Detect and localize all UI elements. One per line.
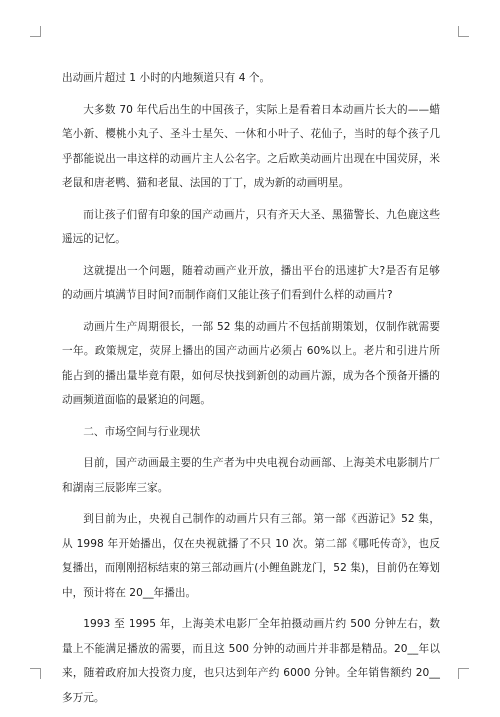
paragraph-3: 而让孩子们留有印象的国产动画片，只有齐天大圣、黑猫警长、九色鹿这些遥远的记忆。: [62, 208, 440, 245]
paragraph-1: 出动画片超过 1 小时的内地频道只有 4 个。: [62, 72, 271, 84]
paragraph-8: 1993 至 1995 年，上海美术电影厂全年拍摄动画片约 500 分钟左右，数量上不能满足播放的需要，而且这 500 分钟的动画片并非都是精品。20__年以来，随着政府加大投资力度，也只达到年产约 6000 分钟。全年销售额约 20__多万元。: [62, 618, 440, 704]
paragraph-2: 大多数 70 年代后出生的中国孩子，实际上是看着日本动画片长大的——蜡笔小新、樱桃小丸子、圣斗士星矢、一休和小叶子、花仙子，当时的每个孩子几乎都能说出一串这样的动画片主人公名字。之后欧美动画片出现在中国荧屏，米老鼠和唐老鸭、猫和老鼠、法国的丁丁，成为新的动画明星。: [62, 103, 440, 189]
section-heading: 二、市场空间与行业现状: [83, 425, 201, 438]
paragraph-4: 这就提出一个问题，随着动画产业开放，播出平台的迅速扩大?是否有足够的动画片填满节目时间?而制作商们又能让孩子们看到什么样的动画片?: [62, 264, 440, 301]
crop-mark-bottom-left: [30, 668, 41, 679]
crop-mark-bottom-right: [458, 668, 469, 679]
paragraph-6: 目前，国产动画最主要的生产者为中央电视台动画部、上海美术电影制片厂和湖南三辰影库三家。: [62, 457, 440, 494]
paragraph-5: 动画片生产周期很长，一部 52 集的动画片不包括前期策划，仅制作就需要一年。政策规定，荧屏上播出的国产动画片必须占 60%以上。老片和引进片所能占到的播出量毕竟有限，如何尽快找到新创的动画片源，成为各个预备开播的动画频道面临的最紧迫的问题。: [62, 320, 440, 406]
document-body: [62, 66, 440, 717]
paragraph-7: 到目前为止，央视自己制作的动画片只有三部。第一部《西游记》52 集，从 1998 年开始播出，仅在央视就播了不只 10 次。第二部《哪吒传奇》，也反复播出，而刚刚招标结束的第三部动画片(小鲤鱼跳龙门，52 集)，目前仍在筹划中，预计将在 20__年播出。: [62, 513, 440, 599]
crop-mark-top-right: [458, 26, 469, 37]
crop-mark-top-left: [30, 26, 41, 37]
